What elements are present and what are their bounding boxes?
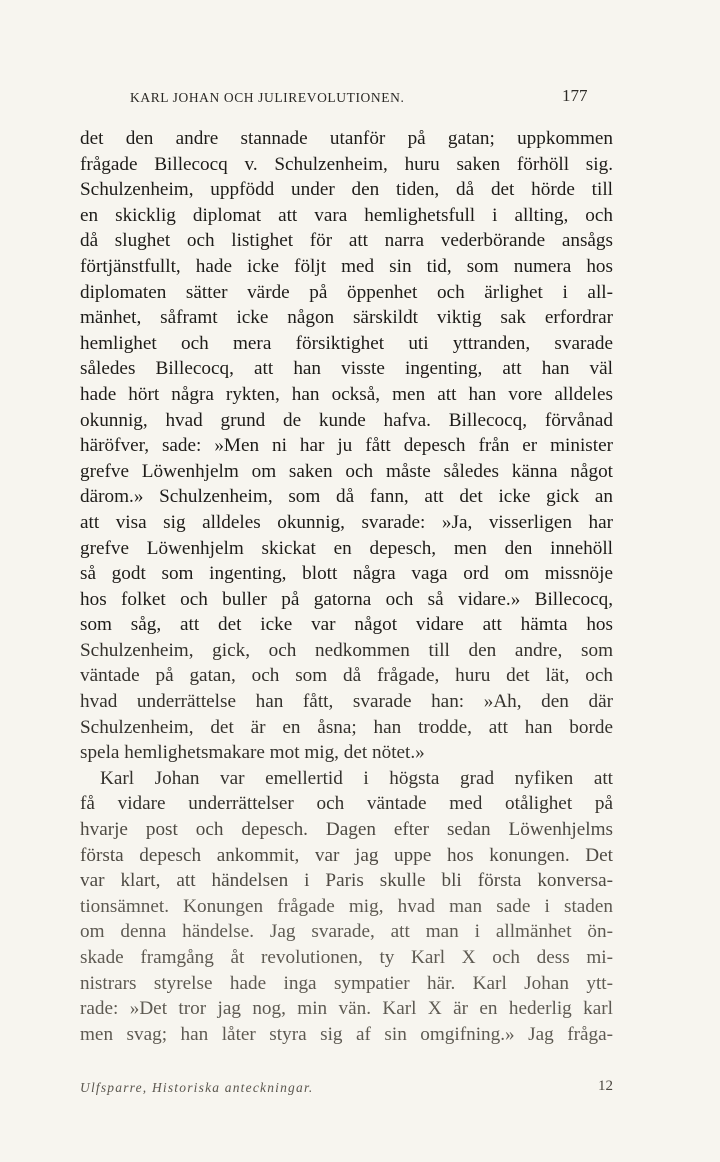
text-line: om denna händelse. Jag svarade, att man i allmänhet ön-: [80, 921, 613, 943]
text-line: hade hört några rykten, han också, men att han vore alldeles: [80, 383, 613, 405]
body-text: [80, 126, 613, 1047]
paragraph-1: [80, 126, 613, 766]
text-line: så godt som ingenting, blott några vaga ord om missnöje: [80, 563, 613, 585]
text-line: hvarje post och depesch. Dagen efter sedan Löwenhjelms: [80, 819, 613, 841]
sheet-number: 12: [598, 1078, 613, 1094]
text-line: således Billecocq, att han visste ingenting, att han väl: [80, 358, 613, 380]
text-line: då slughet och listighet för att narra vederbörande ansågs: [80, 230, 613, 252]
text-line: frågade Billecocq v. Schulzenheim, huru saken förhöll sig.: [80, 153, 613, 175]
text-line: som såg, att det icke var något vidare att hämta hos: [80, 614, 613, 636]
text-line: mänhet, såframt icke någon särskildt viktig sak erfordrar: [80, 307, 613, 329]
text-line: Schulzenheim, gick, och nedkommen till den andre, som: [80, 639, 613, 661]
text-line: var klart, att händelsen i Paris skulle bli första konversa-: [80, 870, 613, 892]
text-line: därom.» Schulzenheim, som då fann, att det icke gick an: [80, 486, 613, 508]
text-line: diplomaten sätter värde på öppenhet och ärlighet i all-: [80, 281, 613, 303]
page-number: 177: [562, 86, 588, 105]
text-line: grefve Löwenhjelm skickat en depesch, men den innehöll: [80, 537, 613, 559]
text-line: det den andre stannade utanför på gatan; uppkommen: [80, 128, 613, 149]
text-line: spela hemlighetsmakare mot mig, det nötet.»: [80, 742, 425, 764]
text-line: tionsämnet. Konungen frågade mig, hvad man sade i staden: [80, 895, 613, 917]
text-line: häröfver, sade: »Men ni har ju fått depesch från er minister: [80, 435, 613, 457]
text-line: förtjänstfullt, hade icke följt med sin tid, som numera hos: [80, 255, 613, 277]
text-line: skade framgång åt revolutionen, ty Karl X och dess mi-: [80, 947, 613, 968]
text-line: rade: »Det tror jag nog, min vän. Karl X är en hederlig karl: [80, 998, 613, 1020]
text-line: få vidare underrättelser och väntade med otålighet på: [80, 793, 613, 815]
text-line: men svag; han låter styra sig af sin omgifning.» Jag fråga-: [80, 1023, 613, 1045]
text-line: hvad underrättelse han fått, svarade han: »Ah, den där: [80, 691, 613, 713]
text-line: nistrars styrelse hade inga sympatier här. Karl Johan ytt-: [80, 972, 613, 994]
text-line: hos folket och buller på gatorna och så vidare.» Billecocq,: [80, 588, 613, 610]
signature-mark: Ulfsparre, Historiska anteckningar.: [80, 1080, 314, 1095]
page-footer: [80, 1080, 613, 1104]
text-line: att visa sig alldeles okunnig, svarade: »Ja, visserligen har: [80, 511, 613, 533]
running-title: KARL JOHAN OCH JULIREVOLUTIONEN.: [130, 90, 405, 105]
text-line: okunnig, hvad grund de kunde hafva. Billecocq, förvånad: [80, 409, 613, 431]
text-line: Schulzenheim, uppfödd under den tiden, då det hörde till: [80, 179, 613, 201]
text-line: Karl Johan var emellertid i högsta grad nyfiken att: [100, 767, 613, 789]
text-line: väntade på gatan, och som då frågade, huru det lät, och: [80, 665, 613, 687]
text-line: hemlighet och mera försiktighet uti yttranden, svarade: [80, 332, 613, 354]
text-line: en skicklig diplomat att vara hemlighetsfull i allting, och: [80, 204, 613, 226]
text-line: första depesch ankommit, var jag uppe hos konungen. Det: [80, 844, 613, 866]
paragraph-2: [80, 766, 613, 1048]
text-line: Schulzenheim, det är en åsna; han trodde, att han borde: [80, 716, 613, 738]
text-line: grefve Löwenhjelm om saken och måste således känna något: [80, 460, 613, 482]
